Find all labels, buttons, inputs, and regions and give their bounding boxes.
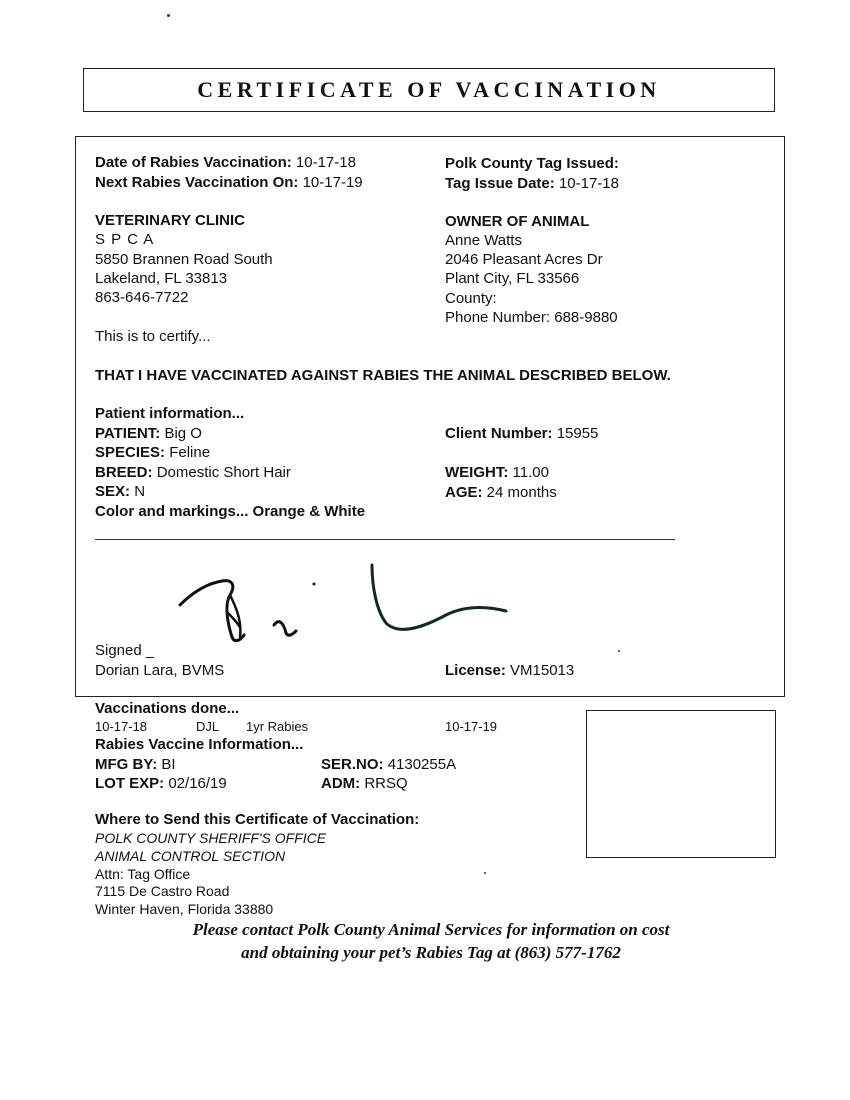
- scan-speck: [167, 14, 170, 17]
- patient-sex: [95, 483, 145, 501]
- clinic-phone: 863-646-7722: [95, 289, 189, 306]
- adm-label: ADM:: [321, 775, 361, 792]
- age-value: 24 months: [486, 484, 557, 501]
- patient-species: [95, 444, 210, 462]
- color-value: Orange & White: [252, 503, 366, 520]
- patient-weight: [445, 464, 549, 482]
- vaccine-lot-expiry: [95, 775, 227, 793]
- vaccinations-heading: Vaccinations done...: [95, 700, 240, 717]
- lot-exp-value: 02/16/19: [168, 775, 227, 792]
- send-to-heading: Where to Send this Certificate of Vaccination:: [95, 811, 420, 828]
- veterinarian-name: Dorian Lara, BVMS: [95, 662, 225, 679]
- patient-heading: Patient information...: [95, 405, 245, 422]
- send-to-line-2: ANIMAL CONTROL SECTION: [95, 848, 286, 864]
- age-label: AGE:: [445, 484, 483, 501]
- adm-value: RRSQ: [364, 775, 408, 792]
- mfg-label: MFG BY:: [95, 756, 158, 773]
- serial-label: SER.NO:: [321, 756, 384, 773]
- sex-value: N: [134, 483, 146, 500]
- client-number: [445, 425, 598, 443]
- next-date-value: 10-17-19: [302, 174, 363, 191]
- owner-phone-label: Phone Number:: [445, 309, 551, 326]
- rabies-vaccination-date: [95, 154, 356, 172]
- client-number-value: 15955: [556, 425, 599, 442]
- vaccine-serial: [321, 756, 456, 774]
- patient-breed: [95, 464, 291, 482]
- sex-label: SEX:: [95, 483, 131, 500]
- tag-stamp-box: [586, 710, 776, 858]
- vaccination-row-vaccine: 1yr Rabies: [246, 719, 309, 734]
- vaccine-administration: [321, 775, 408, 793]
- scan-speck: [618, 650, 620, 652]
- breed-label: BREED:: [95, 464, 153, 481]
- tag-issue-date-value: 10-17-18: [558, 175, 619, 192]
- serial-value: 4130255A: [387, 756, 457, 773]
- vaccination-statement: THAT I HAVE VACCINATED AGAINST RABIES THE ANIMAL DESCRIBED BELOW.: [95, 367, 671, 384]
- certify-text: This is to certify...: [95, 328, 211, 345]
- patient-name-label: PATIENT:: [95, 425, 161, 442]
- tag-issue-date: [445, 175, 619, 193]
- species-value: Feline: [169, 444, 211, 461]
- clinic-address-2: Lakeland, FL 33813: [95, 270, 228, 287]
- scan-speck: [484, 872, 486, 874]
- weight-value: 11.00: [512, 464, 549, 481]
- patient-name-value: Big O: [164, 425, 202, 442]
- footer-line-2: and obtaining your pet’s Rabies Tag at (863) 577-1762: [241, 943, 621, 962]
- divider-line: [95, 539, 675, 540]
- tag-issue-date-label: Tag Issue Date:: [445, 175, 555, 192]
- signed-label: Signed _: [95, 642, 155, 659]
- owner-county-label: County:: [445, 290, 497, 307]
- vaccination-row-due: 10-17-19: [445, 719, 498, 734]
- clinic-heading: VETERINARY CLINIC: [95, 212, 246, 229]
- owner-address-1: 2046 Pleasant Acres Dr: [445, 251, 603, 268]
- vaccination-row-date: 10-17-18: [95, 719, 148, 734]
- breed-value: Domestic Short Hair: [156, 464, 291, 481]
- vaccination-row-initials: DJL: [196, 719, 220, 734]
- rabies-date-label: Date of Rabies Vaccination:: [95, 154, 292, 171]
- patient-name: [95, 425, 202, 443]
- patient-color-markings: [95, 503, 365, 521]
- next-vaccination-date: [95, 174, 363, 192]
- license: [445, 662, 574, 680]
- veterinarian-signature: [170, 555, 530, 655]
- tag-issued-label: Polk County Tag Issued:: [445, 155, 619, 172]
- owner-address-2: Plant City, FL 33566: [445, 270, 580, 287]
- license-label: License:: [445, 662, 506, 679]
- send-to-line-3: Attn: Tag Office: [95, 866, 191, 882]
- vaccine-info-heading: Rabies Vaccine Information...: [95, 736, 304, 753]
- mfg-value: BI: [161, 756, 176, 773]
- footer-line-1: Please contact Polk County Animal Services for information on cost: [192, 920, 670, 939]
- species-label: SPECIES:: [95, 444, 166, 461]
- owner-phone: [445, 309, 618, 327]
- owner-heading: OWNER OF ANIMAL: [445, 213, 590, 230]
- clinic-name: S P C A: [95, 231, 155, 248]
- send-to-line-5: Winter Haven, Florida 33880: [95, 901, 274, 917]
- clinic-address-1: 5850 Brannen Road South: [95, 251, 273, 268]
- owner-name: Anne Watts: [445, 232, 522, 249]
- lot-exp-label: LOT EXP:: [95, 775, 165, 792]
- owner-phone-value: 688-9880: [554, 309, 618, 326]
- weight-label: WEIGHT:: [445, 464, 509, 481]
- certificate-title-box: [83, 68, 775, 112]
- next-date-label: Next Rabies Vaccination On:: [95, 174, 299, 191]
- color-label: Color and markings...: [95, 503, 249, 520]
- send-to-line-4: 7115 De Castro Road: [95, 883, 230, 899]
- certificate-title: CERTIFICATE OF VACCINATION: [197, 77, 661, 102]
- license-value: VM15013: [510, 662, 575, 679]
- client-number-label: Client Number:: [445, 425, 553, 442]
- rabies-date-value: 10-17-18: [295, 154, 356, 171]
- send-to-line-1: POLK COUNTY SHERIFF'S OFFICE: [95, 830, 327, 846]
- vaccine-manufacturer: [95, 756, 176, 774]
- patient-age: [445, 484, 557, 502]
